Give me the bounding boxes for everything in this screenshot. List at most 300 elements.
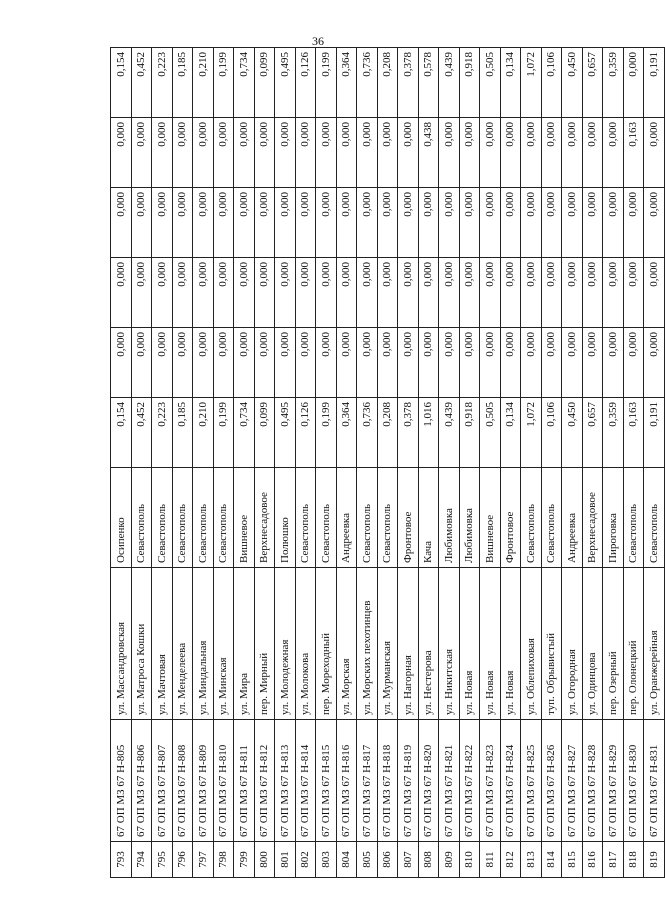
cell-row-number: 814	[541, 842, 562, 878]
table-row	[316, 48, 337, 878]
cell-value-col-2: 0,000	[582, 258, 603, 328]
table-row	[111, 48, 132, 878]
cell-value-col-5: 0,223	[152, 48, 173, 118]
cell-value-col-3: 0,000	[398, 188, 419, 258]
cell-length-total: 1,016	[418, 398, 439, 468]
cell-row-number: 806	[377, 842, 398, 878]
cell-row-number: 799	[234, 842, 255, 878]
cell-value-col-5: 0,134	[500, 48, 521, 118]
cell-length-total: 0,359	[603, 398, 624, 468]
cell-road-code: 67 ОП МЗ 67 Н-808	[172, 720, 193, 842]
cell-value-col-4: 0,000	[582, 118, 603, 188]
cell-street-name: ул. Новая	[459, 568, 480, 720]
cell-length-total: 0,185	[172, 398, 193, 468]
cell-road-code: 67 ОП МЗ 67 Н-809	[193, 720, 214, 842]
cell-value-col-4: 0,000	[521, 118, 542, 188]
cell-road-code: 67 ОП МЗ 67 Н-824	[500, 720, 521, 842]
cell-value-col-3: 0,000	[172, 188, 193, 258]
cell-length-total: 0,208	[377, 398, 398, 468]
table-row	[623, 48, 644, 878]
cell-row-number: 794	[131, 842, 152, 878]
cell-value-col-5: 0,208	[377, 48, 398, 118]
cell-value-col-3: 0,000	[357, 188, 378, 258]
cell-value-col-4: 0,000	[111, 118, 132, 188]
cell-locality: Андреевка	[336, 468, 357, 568]
cell-value-col-3: 0,000	[254, 188, 275, 258]
cell-length-total: 0,223	[152, 398, 173, 468]
cell-value-col-3: 0,000	[111, 188, 132, 258]
table-row	[336, 48, 357, 878]
cell-value-col-3: 0,000	[152, 188, 173, 258]
cell-road-code: 67 ОП МЗ 67 Н-821	[439, 720, 460, 842]
cell-length-total: 0,154	[111, 398, 132, 468]
cell-value-col-3: 0,000	[439, 188, 460, 258]
cell-value-col-3: 0,000	[234, 188, 255, 258]
cell-street-name: туп. Обрывистый	[541, 568, 562, 720]
cell-value-col-4: 0,000	[316, 118, 337, 188]
cell-length-total: 0,736	[357, 398, 378, 468]
cell-row-number: 793	[111, 842, 132, 878]
cell-value-col-3: 0,000	[377, 188, 398, 258]
cell-road-code: 67 ОП МЗ 67 Н-825	[521, 720, 542, 842]
cell-locality: Севастополь	[623, 468, 644, 568]
cell-value-col-3: 0,000	[644, 188, 665, 258]
cell-road-code: 67 ОП МЗ 67 Н-817	[357, 720, 378, 842]
cell-value-col-5: 0,505	[480, 48, 501, 118]
cell-value-col-5: 0,210	[193, 48, 214, 118]
cell-value-col-4: 0,000	[377, 118, 398, 188]
cell-length-total: 0,505	[480, 398, 501, 468]
cell-road-code: 67 ОП МЗ 67 Н-812	[254, 720, 275, 842]
cell-street-name: ул. Минская	[213, 568, 234, 720]
cell-value-col-5: 0,154	[111, 48, 132, 118]
cell-value-col-2: 0,000	[603, 258, 624, 328]
cell-value-col-4: 0,000	[562, 118, 583, 188]
cell-street-name: ул. Никитская	[439, 568, 460, 720]
cell-street-name: ул. Одинцова	[582, 568, 603, 720]
cell-length-total: 0,191	[644, 398, 665, 468]
cell-road-code: 67 ОП МЗ 67 Н-826	[541, 720, 562, 842]
cell-value-col-5: 0,378	[398, 48, 419, 118]
cell-value-col-2: 0,000	[193, 258, 214, 328]
cell-value-col-1: 0,000	[213, 328, 234, 398]
cell-locality: Пироговка	[603, 468, 624, 568]
cell-value-col-1: 0,000	[603, 328, 624, 398]
cell-length-total: 0,126	[295, 398, 316, 468]
cell-row-number: 804	[336, 842, 357, 878]
cell-road-code: 67 ОП МЗ 67 Н-822	[459, 720, 480, 842]
table-row	[234, 48, 255, 878]
cell-locality: Кача	[418, 468, 439, 568]
cell-length-total: 0,106	[541, 398, 562, 468]
table-row	[193, 48, 214, 878]
cell-road-code: 67 ОП МЗ 67 Н-816	[336, 720, 357, 842]
cell-value-col-3: 0,000	[582, 188, 603, 258]
cell-value-col-2: 0,000	[480, 258, 501, 328]
cell-value-col-2: 0,000	[644, 258, 665, 328]
cell-value-col-2: 0,000	[562, 258, 583, 328]
cell-row-number: 796	[172, 842, 193, 878]
cell-value-col-2: 0,000	[336, 258, 357, 328]
cell-road-code: 67 ОП МЗ 67 Н-828	[582, 720, 603, 842]
cell-locality: Фронтовое	[398, 468, 419, 568]
table-row	[603, 48, 624, 878]
cell-street-name: ул. Миндальная	[193, 568, 214, 720]
cell-value-col-1: 0,000	[582, 328, 603, 398]
cell-value-col-1: 0,000	[541, 328, 562, 398]
cell-street-name: ул. Молокова	[295, 568, 316, 720]
cell-value-col-3: 0,000	[213, 188, 234, 258]
cell-locality: Севастополь	[521, 468, 542, 568]
cell-value-col-1: 0,000	[398, 328, 419, 398]
cell-value-col-3: 0,000	[336, 188, 357, 258]
cell-value-col-1: 0,000	[418, 328, 439, 398]
cell-locality: Севастополь	[644, 468, 665, 568]
cell-value-col-2: 0,000	[418, 258, 439, 328]
cell-length-total: 0,495	[275, 398, 296, 468]
cell-locality: Андреевка	[562, 468, 583, 568]
cell-locality: Осипенко	[111, 468, 132, 568]
cell-value-col-5: 0,359	[603, 48, 624, 118]
cell-row-number: 800	[254, 842, 275, 878]
cell-locality: Севастополь	[541, 468, 562, 568]
cell-value-col-1: 0,000	[357, 328, 378, 398]
cell-length-total: 0,134	[500, 398, 521, 468]
table-row	[377, 48, 398, 878]
cell-value-col-1: 0,000	[521, 328, 542, 398]
cell-row-number: 808	[418, 842, 439, 878]
cell-road-code: 67 ОП МЗ 67 Н-813	[275, 720, 296, 842]
cell-value-col-3: 0,000	[541, 188, 562, 258]
cell-value-col-1: 0,000	[644, 328, 665, 398]
cell-value-col-4: 0,000	[541, 118, 562, 188]
cell-value-col-3: 0,000	[459, 188, 480, 258]
table-body	[111, 48, 665, 878]
cell-road-code: 67 ОП МЗ 67 Н-830	[623, 720, 644, 842]
cell-value-col-5: 0,191	[644, 48, 665, 118]
cell-locality: Севастополь	[152, 468, 173, 568]
cell-street-name: ул. Матроса Кошки	[131, 568, 152, 720]
cell-value-col-3: 0,000	[480, 188, 501, 258]
cell-value-col-2: 0,000	[172, 258, 193, 328]
cell-value-col-2: 0,000	[459, 258, 480, 328]
cell-value-col-3: 0,000	[562, 188, 583, 258]
cell-road-code: 67 ОП МЗ 67 Н-807	[152, 720, 173, 842]
cell-value-col-2: 0,000	[623, 258, 644, 328]
cell-length-total: 0,210	[193, 398, 214, 468]
cell-row-number: 795	[152, 842, 173, 878]
cell-value-col-2: 0,000	[213, 258, 234, 328]
cell-value-col-5: 0,450	[562, 48, 583, 118]
cell-row-number: 798	[213, 842, 234, 878]
cell-value-col-4: 0,000	[336, 118, 357, 188]
cell-row-number: 809	[439, 842, 460, 878]
cell-row-number: 815	[562, 842, 583, 878]
cell-value-col-5: 0,000	[623, 48, 644, 118]
cell-value-col-2: 0,000	[357, 258, 378, 328]
cell-value-col-5: 0,578	[418, 48, 439, 118]
cell-length-total: 0,199	[213, 398, 234, 468]
cell-road-code: 67 ОП МЗ 67 Н-827	[562, 720, 583, 842]
cell-value-col-1: 0,000	[234, 328, 255, 398]
cell-value-col-1: 0,000	[295, 328, 316, 398]
cell-value-col-3: 0,000	[193, 188, 214, 258]
cell-length-total: 0,378	[398, 398, 419, 468]
table-row	[582, 48, 603, 878]
cell-locality: Вишневое	[234, 468, 255, 568]
cell-value-col-4: 0,000	[603, 118, 624, 188]
cell-street-name: ул. Нестерова	[418, 568, 439, 720]
table-row	[480, 48, 501, 878]
cell-value-col-5: 0,199	[213, 48, 234, 118]
cell-row-number: 817	[603, 842, 624, 878]
cell-value-col-4: 0,000	[213, 118, 234, 188]
cell-value-col-3: 0,000	[500, 188, 521, 258]
cell-length-total: 0,364	[336, 398, 357, 468]
cell-street-name: пер. Мореходный	[316, 568, 337, 720]
cell-length-total: 0,452	[131, 398, 152, 468]
cell-row-number: 797	[193, 842, 214, 878]
table-row	[644, 48, 665, 878]
cell-street-name: ул. Менделеева	[172, 568, 193, 720]
cell-locality: Севастополь	[131, 468, 152, 568]
cell-value-col-1: 0,000	[377, 328, 398, 398]
cell-value-col-2: 0,000	[295, 258, 316, 328]
cell-value-col-4: 0,000	[275, 118, 296, 188]
table-row	[521, 48, 542, 878]
cell-locality: Севастополь	[316, 468, 337, 568]
cell-value-col-5: 0,185	[172, 48, 193, 118]
cell-street-name: ул. Нагорная	[398, 568, 419, 720]
cell-street-name: ул. Мира	[234, 568, 255, 720]
cell-value-col-4: 0,438	[418, 118, 439, 188]
table-row	[213, 48, 234, 878]
cell-length-total: 0,099	[254, 398, 275, 468]
table-row	[541, 48, 562, 878]
table-row	[254, 48, 275, 878]
cell-road-code: 67 ОП МЗ 67 Н-831	[644, 720, 665, 842]
table-row	[275, 48, 296, 878]
cell-road-code: 67 ОП МЗ 67 Н-806	[131, 720, 152, 842]
cell-value-col-5: 0,439	[439, 48, 460, 118]
cell-value-col-5: 0,495	[275, 48, 296, 118]
cell-locality: Севастополь	[213, 468, 234, 568]
cell-row-number: 819	[644, 842, 665, 878]
cell-value-col-2: 0,000	[500, 258, 521, 328]
cell-value-col-4: 0,000	[644, 118, 665, 188]
cell-value-col-3: 0,000	[418, 188, 439, 258]
cell-street-name: ул. Массандровская	[111, 568, 132, 720]
cell-value-col-2: 0,000	[111, 258, 132, 328]
rotated-table-wrapper	[110, 48, 660, 878]
cell-value-col-1: 0,000	[152, 328, 173, 398]
cell-length-total: 1,072	[521, 398, 542, 468]
cell-row-number: 802	[295, 842, 316, 878]
cell-row-number: 807	[398, 842, 419, 878]
cell-value-col-5: 0,126	[295, 48, 316, 118]
cell-value-col-5: 0,106	[541, 48, 562, 118]
cell-value-col-4: 0,000	[480, 118, 501, 188]
cell-street-name: ул. Морская	[336, 568, 357, 720]
cell-value-col-4: 0,000	[131, 118, 152, 188]
cell-value-col-2: 0,000	[377, 258, 398, 328]
table-row	[131, 48, 152, 878]
cell-street-name: ул. Огородная	[562, 568, 583, 720]
page-number: 36	[312, 34, 324, 48]
cell-street-name: ул. Оранжерейная	[644, 568, 665, 720]
table-row	[500, 48, 521, 878]
cell-street-name: пер. Озерный	[603, 568, 624, 720]
cell-locality: Севастополь	[357, 468, 378, 568]
cell-value-col-2: 0,000	[398, 258, 419, 328]
cell-street-name: ул. Облепиховая	[521, 568, 542, 720]
cell-locality: Полюшко	[275, 468, 296, 568]
cell-row-number: 805	[357, 842, 378, 878]
cell-road-code: 67 ОП МЗ 67 Н-805	[111, 720, 132, 842]
cell-value-col-2: 0,000	[275, 258, 296, 328]
cell-value-col-1: 0,000	[316, 328, 337, 398]
cell-value-col-5: 0,734	[234, 48, 255, 118]
cell-locality: Верхнесадовое	[582, 468, 603, 568]
cell-street-name: пер. Мирный	[254, 568, 275, 720]
cell-length-total: 0,734	[234, 398, 255, 468]
cell-value-col-1: 0,000	[623, 328, 644, 398]
cell-street-name: ул. Новая	[480, 568, 501, 720]
cell-street-name: пер. Олонецкий	[623, 568, 644, 720]
cell-street-name: ул. Мурманская	[377, 568, 398, 720]
cell-length-total: 0,450	[562, 398, 583, 468]
cell-road-code: 67 ОП МЗ 67 Н-815	[316, 720, 337, 842]
cell-value-col-4: 0,000	[500, 118, 521, 188]
cell-row-number: 811	[480, 842, 501, 878]
cell-street-name: ул. Морских пехотинцев	[357, 568, 378, 720]
cell-value-col-4: 0,000	[357, 118, 378, 188]
cell-road-code: 67 ОП МЗ 67 Н-811	[234, 720, 255, 842]
cell-value-col-4: 0,000	[439, 118, 460, 188]
roads-table	[110, 47, 665, 878]
cell-value-col-5: 0,736	[357, 48, 378, 118]
cell-row-number: 813	[521, 842, 542, 878]
cell-value-col-3: 0,000	[623, 188, 644, 258]
cell-road-code: 67 ОП МЗ 67 Н-819	[398, 720, 419, 842]
cell-value-col-1: 0,000	[172, 328, 193, 398]
cell-value-col-1: 0,000	[111, 328, 132, 398]
cell-length-total: 0,918	[459, 398, 480, 468]
cell-road-code: 67 ОП МЗ 67 Н-818	[377, 720, 398, 842]
cell-locality: Верхнесадовое	[254, 468, 275, 568]
cell-value-col-2: 0,000	[521, 258, 542, 328]
cell-locality: Любимовка	[459, 468, 480, 568]
cell-value-col-4: 0,000	[295, 118, 316, 188]
cell-value-col-4: 0,000	[254, 118, 275, 188]
cell-road-code: 67 ОП МЗ 67 Н-814	[295, 720, 316, 842]
table-row	[152, 48, 173, 878]
cell-value-col-2: 0,000	[234, 258, 255, 328]
table-row	[418, 48, 439, 878]
cell-value-col-2: 0,000	[152, 258, 173, 328]
cell-value-col-2: 0,000	[439, 258, 460, 328]
cell-value-col-1: 0,000	[193, 328, 214, 398]
cell-value-col-3: 0,000	[295, 188, 316, 258]
cell-value-col-4: 0,000	[172, 118, 193, 188]
cell-value-col-3: 0,000	[275, 188, 296, 258]
table-row	[562, 48, 583, 878]
cell-length-total: 0,199	[316, 398, 337, 468]
cell-street-name: ул. Новая	[500, 568, 521, 720]
cell-value-col-4: 0,000	[193, 118, 214, 188]
cell-street-name: ул. Мачтовая	[152, 568, 173, 720]
table-row	[439, 48, 460, 878]
cell-row-number: 810	[459, 842, 480, 878]
cell-value-col-5: 0,099	[254, 48, 275, 118]
cell-locality: Севастополь	[377, 468, 398, 568]
table-row	[172, 48, 193, 878]
cell-row-number: 818	[623, 842, 644, 878]
cell-value-col-1: 0,000	[275, 328, 296, 398]
table-row	[357, 48, 378, 878]
cell-road-code: 67 ОП МЗ 67 Н-829	[603, 720, 624, 842]
cell-locality: Севастополь	[172, 468, 193, 568]
cell-value-col-5: 0,657	[582, 48, 603, 118]
cell-row-number: 803	[316, 842, 337, 878]
cell-value-col-1: 0,000	[254, 328, 275, 398]
cell-value-col-3: 0,000	[603, 188, 624, 258]
cell-value-col-5: 0,918	[459, 48, 480, 118]
cell-value-col-2: 0,000	[316, 258, 337, 328]
cell-value-col-2: 0,000	[541, 258, 562, 328]
cell-locality: Фронтовое	[500, 468, 521, 568]
cell-road-code: 67 ОП МЗ 67 Н-810	[213, 720, 234, 842]
cell-value-col-1: 0,000	[459, 328, 480, 398]
cell-value-col-2: 0,000	[131, 258, 152, 328]
cell-value-col-3: 0,000	[521, 188, 542, 258]
cell-value-col-5: 1,072	[521, 48, 542, 118]
cell-value-col-1: 0,000	[336, 328, 357, 398]
cell-value-col-5: 0,199	[316, 48, 337, 118]
cell-value-col-4: 0,000	[459, 118, 480, 188]
cell-value-col-5: 0,364	[336, 48, 357, 118]
table-row	[398, 48, 419, 878]
cell-value-col-1: 0,000	[480, 328, 501, 398]
cell-locality: Любимовка	[439, 468, 460, 568]
cell-value-col-1: 0,000	[500, 328, 521, 398]
cell-value-col-4: 0,163	[623, 118, 644, 188]
cell-row-number: 816	[582, 842, 603, 878]
cell-row-number: 801	[275, 842, 296, 878]
table-row	[295, 48, 316, 878]
cell-value-col-4: 0,000	[398, 118, 419, 188]
cell-value-col-1: 0,000	[131, 328, 152, 398]
cell-length-total: 0,439	[439, 398, 460, 468]
cell-value-col-3: 0,000	[131, 188, 152, 258]
cell-value-col-5: 0,452	[131, 48, 152, 118]
cell-length-total: 0,657	[582, 398, 603, 468]
cell-length-total: 0,163	[623, 398, 644, 468]
cell-value-col-4: 0,000	[152, 118, 173, 188]
cell-value-col-4: 0,000	[234, 118, 255, 188]
cell-road-code: 67 ОП МЗ 67 Н-823	[480, 720, 501, 842]
cell-row-number: 812	[500, 842, 521, 878]
cell-street-name: ул. Молодежная	[275, 568, 296, 720]
cell-value-col-2: 0,000	[254, 258, 275, 328]
cell-locality: Севастополь	[295, 468, 316, 568]
cell-value-col-1: 0,000	[562, 328, 583, 398]
cell-road-code: 67 ОП МЗ 67 Н-820	[418, 720, 439, 842]
table-row	[459, 48, 480, 878]
cell-locality: Севастополь	[193, 468, 214, 568]
cell-locality: Вишневое	[480, 468, 501, 568]
cell-value-col-3: 0,000	[316, 188, 337, 258]
